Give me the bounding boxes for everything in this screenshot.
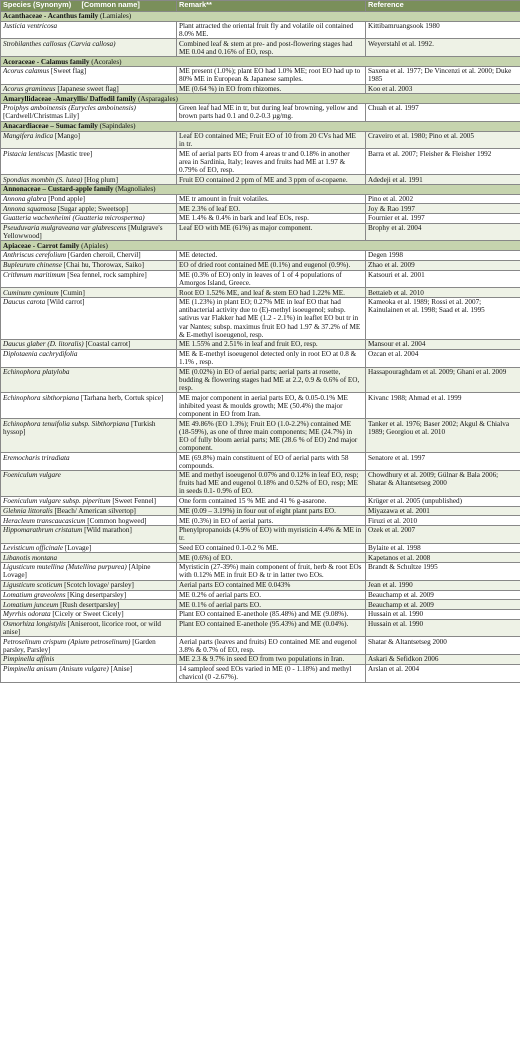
species-cell [1,664,177,682]
table-row [1,580,520,590]
species-cell [1,270,177,288]
table-row [1,149,520,175]
table-row [1,340,520,350]
remark-cell: Root EO 1.52% ME, and leaf & stem EO had 1.22% ME. [177,288,366,298]
common-name: [Mulgrave's Yellowwood] [3,223,163,241]
table-row [1,525,520,543]
remark-cell: ME (0.3% of EO) only in leaves of 1 of 4 populations of Amorgos Island, Greece. [177,270,366,288]
reference-cell: Krüger et al. 2005 (unpublished) [366,496,520,506]
reference-cell: Brandt & Schultze 1995 [366,563,520,581]
species-name: Cuminum cyminum [3,288,59,297]
species-cell [1,251,177,261]
header-species: Species (Synonym) [Common name] [1,1,177,12]
table-row [1,288,520,298]
common-name: [Alpine Lovage] [3,563,151,580]
species-name: Anthriscus cerefolium [3,251,67,260]
species-cell [1,340,177,350]
table-row [1,543,520,553]
species-name: Petroselinum crispum (Apium petroselinum) [3,637,131,646]
family-row [1,94,520,104]
common-name: [Sea fennel, rock samphire] [67,270,147,279]
table-row [1,39,520,57]
reference-cell: Jean et al. 1990 [366,580,520,590]
remark-cell: ME (0.02%) in EO of aerial parts; aerial parts at rosette, budding & flowering stages had ME at 2.2, 0.9 & 0.6% of EO, resp. [177,367,366,393]
common-name: [Wild marathon] [84,526,132,535]
species-name: Spondias mombin (S. lutea) [3,175,83,184]
table-row [1,104,520,122]
species-name: Daucus carota [3,298,46,307]
species-name: Eremocharis triradiata [3,453,70,462]
remark-cell: Green leaf had ME in tr, but during leaf browning, yellow and brown parts had 0.1 and 0.2-0.3 µg/mg. [177,104,366,122]
family-heading: Anacardiaceae – Sumac family (Sapindales) [1,121,520,131]
reference-cell: Bylaite et al. 1998 [366,543,520,553]
table-row [1,213,520,223]
family-row [1,241,520,251]
header-row [1,1,520,12]
family-heading: Acanthaceae - Acanthus family (Lamiales) [1,12,520,22]
species-name: Diplotaenia cachrydifolia [3,350,78,359]
remark-cell: ME & E-methyl isoeugenol detected only in root EO at 0.8 & 1.1% , resp. [177,349,366,367]
species-cell [1,223,177,241]
remark-cell: ME (0.09 – 3.19%) in four out of eight plant parts EO. [177,506,366,516]
common-name: [Common hogweed] [87,516,147,525]
remark-cell: ME tr amount in fruit volatiles. [177,194,366,204]
header-remark: Remark** [177,1,366,12]
table-row [1,664,520,682]
common-name: [Mango] [54,131,81,140]
reference-cell: Askari & Sefidkon 2006 [366,655,520,665]
reference-cell: Hassapouraghdam et al. 2009; Ghani et al. 2009 [366,367,520,393]
reference-cell: Beauchamp et al. 2009 [366,600,520,610]
species-name: Acorus gramineus [3,85,56,94]
species-cell [1,349,177,367]
species-cell [1,553,177,563]
common-name: [Garden parsley, Parsley] [3,637,156,654]
reference-cell: Kittibamruangsook 1980 [366,21,520,39]
species-cell [1,104,177,122]
reference-cell: Chowdhury et al. 2009; Gülnar & Bala 2006; Shatar & Altantsetseg 2000 [366,471,520,497]
remark-cell: Plant attracted the oriental fruit fly and volatile oil contained 8.0% ME. [177,21,366,39]
table-row [1,553,520,563]
table-row [1,590,520,600]
species-name: Echinophora platyloba [3,367,70,376]
table-body [1,12,520,683]
species-cell [1,600,177,610]
species-cell [1,419,177,453]
reference-cell: Tanker et al. 1976; Baser 2002; Akgul & Chialva 1989; Georgiou et al. 2010 [366,419,520,453]
remark-cell: Myristicin (27-39%) main component of fruit, herb & root EOs with 0.12% ME in fruit EO & tr in latter two EOs. [177,563,366,581]
species-cell [1,367,177,393]
species-name: Proiphys amboinensis (Eurycles amboinensis) [3,104,136,113]
family-row [1,121,520,131]
reference-cell: Firuzi et al. 2010 [366,516,520,526]
remark-cell: One form contained 15 % ME and 41 % g-asarone. [177,496,366,506]
species-cell [1,194,177,204]
species-cell [1,655,177,665]
species-name: Pimpinella anisum (Anisum vulgare) [3,665,109,674]
species-name: Levisticum officinale [3,544,64,553]
remark-cell: 14 sampleof seed EOs varied in ME (0 - 1.18%) and methyl chavicol (0 -2.67%). [177,664,366,682]
table-row [1,600,520,610]
species-cell [1,21,177,39]
reference-cell: Mansour et al. 2004 [366,340,520,350]
reference-cell: Arslan et al. 2004 [366,664,520,682]
remark-cell: ME (69.8%) main constituent of EO of aerial parts with 58 compounds. [177,453,366,471]
table-row [1,194,520,204]
table-row [1,619,520,637]
species-cell [1,580,177,590]
species-name: Lomatium graveolens [3,590,66,599]
species-cell [1,66,177,84]
species-name: Ligusticum scoticum [3,581,63,590]
table-row [1,563,520,581]
table-row [1,367,520,393]
reference-cell: Weyerstahl et al. 1992. [366,39,520,57]
species-name: Pistacia lentiscus [3,149,54,158]
common-name: [Turkish hyssop] [3,419,156,436]
common-name: [Garden cheroil, Chervil] [67,251,141,260]
table-row [1,223,520,241]
species-name: Echinophora sibthorpiana [3,393,80,402]
reference-cell: Chuah et al. 1997 [366,104,520,122]
species-name: Guatteria wachenheimi (Guatteria microsperma) [3,214,145,223]
species-name: Crithmum maritimum [3,270,66,279]
common-name: [Aniseroot, licorice root, or wild anise] [3,619,161,637]
remark-cell: Leaf EO contained ME; Fruit EO of 10 from 20 CVs had ME in tr. [177,131,366,149]
family-heading: Annonaceae – Custard-apple family (Magnoliales) [1,184,520,194]
table-row [1,204,520,214]
table-row [1,84,520,94]
reference-cell: Barra et al. 2007; Fleisher & Fleisher 1992 [366,149,520,175]
table-row [1,251,520,261]
reference-cell: Adedeji et al. 1991 [366,175,520,185]
remark-cell: ME of aerial parts EO from 4 areas tr and 0.18% in another area in Sardinia, Italy; leaves and fruits had ME at 1.97 & 0.79% of EO, resp. [177,149,366,175]
common-name: [Japanese sweet flag] [57,85,119,94]
table-row [1,175,520,185]
species-cell [1,637,177,655]
table-row [1,131,520,149]
species-name: Justicia ventricosa [3,21,58,30]
remark-cell: ME (0.64 %) in EO from rhizomes. [177,84,366,94]
species-cell [1,471,177,497]
table-row [1,609,520,619]
reference-cell: Shatar & Altantsetseg 2000 [366,637,520,655]
species-cell [1,525,177,543]
table-row [1,21,520,39]
common-name: [Hog plum] [84,175,119,184]
remark-cell: Fruit EO contained 2 ppm of ME and 3 ppm of α-copaene. [177,175,366,185]
common-name: [King desertparsley] [67,590,127,599]
reference-cell: Katsouri et al. 2001 [366,270,520,288]
species-name: Pimpinella affinis [3,655,55,664]
reference-cell: Kapetanos et al. 2008 [366,553,520,563]
species-name: Glehnia littoralis [3,506,53,515]
family-heading: Amaryllidaceae -Amaryllis/ Daffodil family (Asparagales) [1,94,520,104]
reference-cell: Kameoka et al. 1989; Rossi et al. 2007; Kainulainen et al. 1998; Saad et al. 1995 [366,297,520,339]
common-name: [Cumin] [60,288,85,297]
species-name: Annona glabra [3,194,47,203]
species-cell [1,516,177,526]
common-name: [Wild carrot] [47,298,85,307]
remark-cell: ME 1.4% & 0.4% in bark and leaf EOs, resp. [177,213,366,223]
remark-cell: ME (1.23%) in plant EO; 0.27% ME in leaf EO that had antibacterial activity due to (E)-methyl isoeugenol; subsp. sativus var Flakker had ME (1.2 - 2.1%) in leaflet EO but tr in var Nantes; subsp. maximus fruit EO had 1.97 & 37.2% of ME & E-methyl isoeugenol, resp. [177,297,366,339]
species-name: Mangifera indica [3,131,54,140]
table-row [1,453,520,471]
family-heading: Apiaceae - Carrot family (Apiales) [1,241,520,251]
species-cell [1,453,177,471]
remark-cell: ME 1.55% and 2.51% in leaf and fruit EO, resp. [177,340,366,350]
remark-cell: ME 49.86% (EO 1.3%); Fruit EO (1.0-2.2%) contained ME (18-59%), as one of three main components; ME (24.7%) in EO of fully bloom aerial parts; ME (28.6 % of EO) 2nd major component. [177,419,366,453]
reference-cell: Saxena et al. 1977; De Vincenzi et al. 2000; Duke 1985 [366,66,520,84]
species-cell [1,260,177,270]
table-row [1,260,520,270]
species-cell [1,149,177,175]
species-name: Strobilanthes callosus (Carvia callosa) [3,39,116,48]
common-name: [Tarhana herb, Cortuk spice] [80,393,164,402]
table-row [1,471,520,497]
remark-cell: Plant EO contained E-anethole (85.48%) and ME (9.08%). [177,609,366,619]
remark-cell: ME 0.2% of aerial parts EO. [177,590,366,600]
species-name: Bupleurum chinense [3,261,62,270]
remark-cell: Aerial parts EO contained ME 0.043% [177,580,366,590]
family-row [1,57,520,67]
species-name: Ligusticum mutellina (Mutellina purpurea) [3,563,127,572]
reference-cell: Degen 1998 [366,251,520,261]
remark-cell: Phenylpropanoids (4.9% of EO) with myristicin 4.4% & ME in tr. [177,525,366,543]
common-name: [Coastal carrot] [85,340,131,349]
reference-cell: Ozek et al. 2007 [366,525,520,543]
species-name: Foeniculum vulgare subsp. piperitum [3,497,111,506]
reference-cell: Bettaieb et al. 2010 [366,288,520,298]
species-cell [1,288,177,298]
reference-cell: Ozcan et al. 2004 [366,349,520,367]
common-name: [Beach/ American silvertop] [54,506,136,515]
common-name: [Sugar apple; Sweetsop] [57,204,128,213]
species-cell [1,590,177,600]
species-name: Osmorhiza longistylis [3,619,66,628]
header-reference: Reference [366,1,520,12]
table-row [1,637,520,655]
table-row [1,506,520,516]
family-heading: Acoraceae - Calamus family (Acorales) [1,57,520,67]
remark-cell: ME major component in aerial parts EO, & 0.05-0.1% ME inhibited yeast & moulds growth; ME (50.4%) the major component in EO from Iran. [177,393,366,419]
remark-cell: Seed EO contained 0.1-0.2 % ME. [177,543,366,553]
species-cell [1,393,177,419]
species-name: Heracleum transcaucasicum [3,516,86,525]
reference-cell: Beauchamp et al. 2009 [366,590,520,600]
species-cell [1,84,177,94]
remark-cell: ME 2.3% of leaf EO. [177,204,366,214]
species-name: Lomatium junceum [3,600,59,609]
table-row [1,66,520,84]
common-name: [Rush desertparsley] [60,600,120,609]
reference-cell: Senatore et al. 1997 [366,453,520,471]
table-row [1,270,520,288]
reference-cell: Kivanc 1988; Ahmad et al. 1999 [366,393,520,419]
species-cell [1,297,177,339]
remark-cell: ME detected. [177,251,366,261]
reference-cell: Hussain et al. 1990 [366,609,520,619]
table-row [1,349,520,367]
table-row [1,297,520,339]
species-cell [1,563,177,581]
species-name: Daucus glaber (D. litoralis) [3,340,84,349]
species-name: Acorus calamus [3,67,50,76]
common-name: [Lovage] [64,544,92,553]
remark-cell: ME present (1.0%); plant EO had 1.0% ME; root EO had up to 80% ME in European & Japanese samples. [177,66,366,84]
species-cell [1,204,177,214]
species-cell [1,496,177,506]
species-name: Foeniculum vulgare [3,471,61,480]
reference-cell: Hussain et al. 1990 [366,619,520,637]
table-row [1,516,520,526]
common-name: [Sweet Fennel] [112,497,157,506]
species-cell [1,39,177,57]
table-row [1,496,520,506]
common-name: [Chai hu, Thorowax, Saiko] [63,261,145,270]
family-row [1,184,520,194]
remark-cell: ME and methyl isoeugenol 0.07% and 0.12% in leaf EO, resp; fruits had ME and eugenol 0.18% and 0.52% of EO, resp; ME in seeds 0.1- 0.9% of EO. [177,471,366,497]
common-name: [Pond apple] [48,194,86,203]
common-name: [Cardwell/Christmas Lily] [3,112,80,121]
remark-cell: ME 0.1% of aerial parts EO. [177,600,366,610]
remark-cell: ME 2.3 & 9.7% in seed EO from two populations in Iran. [177,655,366,665]
common-name: [Anise] [110,665,133,674]
reference-cell: Miyazawa et al. 2001 [366,506,520,516]
reference-cell: Craveiro et al. 1980; Pino et al. 2005 [366,131,520,149]
table-row [1,419,520,453]
species-cell [1,506,177,516]
species-cell [1,543,177,553]
species-cell [1,619,177,637]
common-name: [Cicely or Sweet Cicely] [52,610,124,619]
remark-cell: EO of dried root contained ME (0.1%) and eugenol (0.9%). [177,260,366,270]
species-cell [1,213,177,223]
common-name: [Mastic tree] [55,149,93,158]
species-name: Echinophora tenuifolia subsp. Sibthorpiana [3,419,130,428]
reference-cell: Koo et al. 2003 [366,84,520,94]
table-row [1,655,520,665]
family-row [1,12,520,22]
reference-cell: Zhao et al. 2009 [366,260,520,270]
reference-cell: Joy & Rao 1997 [366,204,520,214]
common-name: [Sweet flag] [50,67,87,76]
species-name: Libanotis montana [3,553,58,562]
remark-cell: Combined leaf & stem at pre- and post-flowering stages had ME 0.04 and 0.16% of EO, resp. [177,39,366,57]
species-cell [1,609,177,619]
table-row [1,393,520,419]
species-cell [1,175,177,185]
reference-cell: Brophy et al. 2004 [366,223,520,241]
reference-cell: Pino et al. 2002 [366,194,520,204]
reference-cell: Fournier et al. 1997 [366,213,520,223]
remark-cell: ME (0.3%) in EO of aerial parts. [177,516,366,526]
remark-cell: Plant EO contained E-anethole (95.43%) and ME (0.04%). [177,619,366,637]
species-name: Myrrhis odorata [3,610,51,619]
remark-cell: Aerial parts (leaves and fruits) EO contained ME and eugenol 3.8% & 0.7% of EO, resp. [177,637,366,655]
species-name: Pseuduvaria mulgraveana var glabrescens [3,223,127,232]
species-cell [1,131,177,149]
common-name: [Scotch lovage/ parsley] [64,581,134,590]
species-name: Annona squamosa [3,204,56,213]
remark-cell: ME (0.6%) of EO. [177,553,366,563]
species-name: Hippomarathrum cristatum [3,526,83,535]
remark-cell: Leaf EO with ME (61%) as major component. [177,223,366,241]
